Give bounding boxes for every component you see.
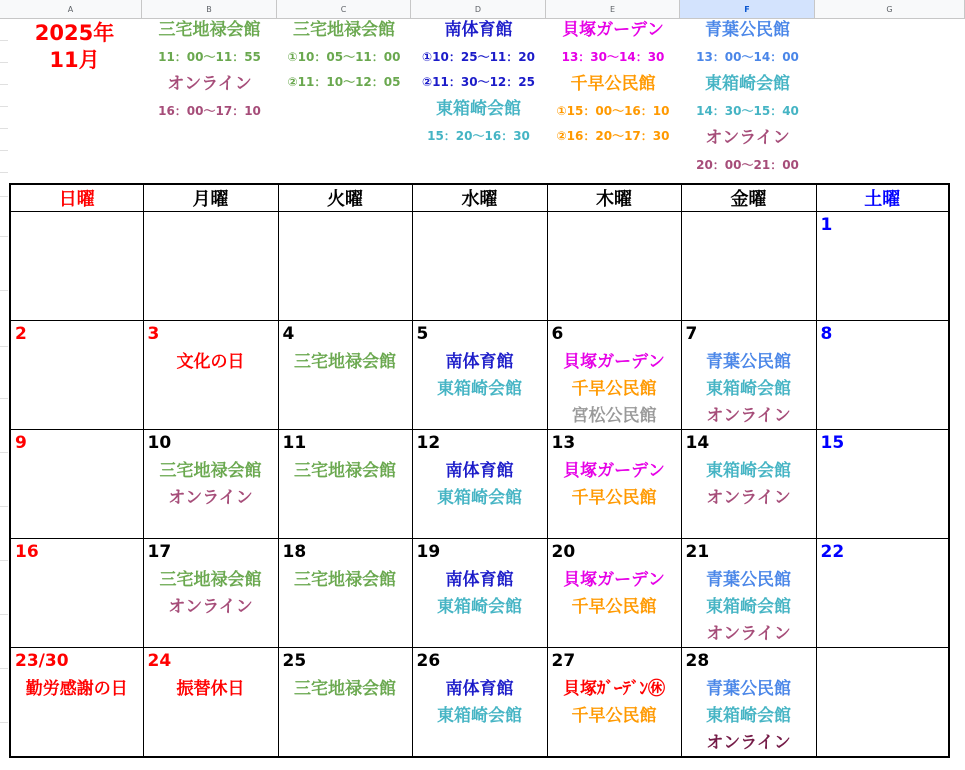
day-cell[interactable]: [10, 212, 143, 321]
day-number: 25: [282, 651, 307, 671]
event-label: 南体育館: [445, 352, 514, 372]
day-cell[interactable]: [816, 648, 949, 757]
event-list: [413, 458, 547, 512]
day-cell[interactable]: [816, 212, 949, 321]
event-list: [413, 349, 547, 403]
event-label: 東箱崎会館: [706, 379, 791, 399]
day-cell[interactable]: [412, 321, 547, 430]
weekday-header: 水曜: [412, 184, 547, 212]
day-cell[interactable]: [547, 212, 681, 321]
event-list: [548, 676, 681, 730]
event-label: 三宅地禄会館: [294, 679, 396, 699]
weekday-header: 火曜: [278, 184, 412, 212]
row-gridline: [0, 722, 8, 723]
day-number: 3: [147, 324, 160, 344]
event-list: [548, 567, 681, 621]
day-number: 9: [15, 433, 27, 453]
day-cell[interactable]: [412, 648, 547, 757]
row-gridline: [0, 196, 8, 197]
venue-name: 東箱崎会館: [436, 99, 521, 119]
row-gridline: [0, 128, 8, 129]
event-label: 文化の日: [176, 352, 245, 372]
event-label: オンライン: [706, 624, 791, 644]
event-list: [279, 458, 412, 485]
day-number: 2: [15, 324, 27, 344]
row-gridline: [0, 150, 8, 151]
day-cell[interactable]: [816, 430, 949, 539]
day-cell[interactable]: [547, 539, 681, 648]
event-list: [548, 458, 681, 512]
day-number: 8: [820, 324, 833, 344]
day-cell[interactable]: [681, 430, 816, 539]
calendar-table: [9, 183, 950, 758]
day-cell[interactable]: [681, 321, 816, 430]
venue-time: ②16：20〜17：30: [556, 129, 670, 143]
event-label: オンライン: [168, 488, 253, 508]
weekday-header: 金曜: [681, 184, 816, 212]
venue-name: 三宅地禄会館: [158, 20, 261, 40]
weekday-header: 木曜: [547, 184, 681, 212]
event-label: 三宅地禄会館: [294, 461, 396, 481]
day-number: 16: [15, 542, 39, 562]
week-row: [10, 648, 949, 757]
event-label: 千早公民館: [571, 488, 657, 508]
weekday-header: 月曜: [143, 184, 278, 212]
column-header-d[interactable]: D: [411, 0, 546, 18]
weekday-header-row: [10, 184, 949, 212]
venue-name: オンライン: [705, 128, 790, 148]
row-gridline: [0, 40, 8, 41]
row-gridline: [0, 614, 8, 615]
day-cell[interactable]: [143, 430, 278, 539]
column-header-b[interactable]: B: [142, 0, 277, 18]
event-label: 南体育館: [445, 461, 514, 481]
day-cell[interactable]: [412, 539, 547, 648]
week-row: [10, 539, 949, 648]
day-cell[interactable]: [547, 321, 681, 430]
venue-time: ①15：00〜16：10: [556, 104, 670, 118]
event-label: 南体育館: [445, 679, 514, 699]
day-number: 5: [416, 324, 429, 344]
row-gridline: [0, 106, 8, 107]
day-cell[interactable]: [681, 212, 816, 321]
event-label: 東箱崎会館: [437, 488, 522, 508]
day-number: 21: [685, 542, 710, 562]
row-gridline: [0, 506, 8, 507]
venue-time: ②11：10〜12：05: [287, 75, 401, 89]
day-number: 14: [685, 433, 710, 453]
event-label: 貝塚ガーデン: [563, 352, 665, 372]
event-label: 東箱崎会館: [706, 706, 791, 726]
event-label: 宮松公民館: [571, 406, 657, 426]
column-header-bar: [0, 0, 965, 19]
event-label: 東箱崎会館: [706, 597, 791, 617]
event-label: 三宅地禄会館: [159, 461, 262, 481]
event-list: [682, 676, 816, 757]
event-label: 千早公民館: [571, 597, 657, 617]
weekday-header: 土曜: [816, 184, 949, 212]
day-number: 17: [147, 542, 172, 562]
venue-time: 13：00〜14：00: [696, 50, 799, 64]
day-number: 13: [551, 433, 576, 453]
event-label: 南体育館: [445, 570, 514, 590]
day-number: 1: [820, 215, 833, 235]
row-gridline: [0, 346, 8, 347]
row-gridline: [0, 172, 8, 173]
venue-time: ①10：05〜11：00: [287, 50, 401, 64]
venue-time: 14：30〜15：40: [696, 104, 799, 118]
event-label: 勤労感謝の日: [25, 679, 128, 699]
day-cell[interactable]: [143, 212, 278, 321]
day-number: 24: [147, 651, 172, 671]
event-list: [279, 676, 412, 703]
day-number: 20: [551, 542, 576, 562]
week-row: [10, 212, 949, 321]
venue-name: 三宅地禄会館: [293, 20, 395, 40]
event-label: 三宅地禄会館: [294, 352, 396, 372]
day-cell[interactable]: [816, 321, 949, 430]
day-cell[interactable]: [816, 539, 949, 648]
column-header-c[interactable]: C: [277, 0, 411, 18]
venue-name: オンライン: [167, 74, 252, 94]
day-cell[interactable]: [10, 648, 143, 757]
event-label: 貝塚ガーデン: [563, 461, 665, 481]
venue-time: 20：00〜21：00: [696, 158, 799, 172]
day-cell[interactable]: [547, 430, 681, 539]
day-number: 7: [685, 324, 698, 344]
day-number: 28: [685, 651, 710, 671]
day-cell[interactable]: [681, 539, 816, 648]
day-cell[interactable]: [278, 430, 412, 539]
day-cell[interactable]: [143, 321, 278, 430]
event-list: [144, 349, 278, 376]
day-number: 4: [282, 324, 295, 344]
event-list: [682, 567, 816, 648]
event-list: [144, 458, 278, 512]
event-list: [682, 458, 816, 512]
day-number: 10: [147, 433, 172, 453]
event-label: オンライン: [706, 406, 791, 426]
event-list: [279, 349, 412, 376]
event-label: オンライン: [706, 733, 791, 753]
day-cell[interactable]: [143, 648, 278, 757]
event-label: オンライン: [168, 597, 253, 617]
day-number: 6: [551, 324, 564, 344]
column-header-e[interactable]: E: [546, 0, 680, 18]
day-cell[interactable]: [278, 648, 412, 757]
venue-name: 千早公民館: [570, 74, 656, 94]
venue-name: 青葉公民館: [705, 20, 790, 40]
event-list: [11, 676, 143, 703]
venue-name: 南体育館: [444, 20, 513, 40]
day-cell[interactable]: [10, 430, 143, 539]
day-cell[interactable]: [547, 648, 681, 757]
venue-time: 11：00〜11：55: [158, 50, 261, 64]
event-label: 振替休日: [176, 679, 245, 699]
day-cell[interactable]: [412, 212, 547, 321]
event-label: 東箱崎会館: [437, 706, 522, 726]
event-label: 貝塚ｶﾞｰﾃﾞﾝ㊡: [563, 679, 665, 699]
event-list: [548, 349, 681, 430]
calendar-month: 11月: [49, 48, 100, 72]
event-list: [413, 567, 547, 621]
venue-time: 16：00〜17：10: [158, 104, 261, 118]
day-cell[interactable]: [278, 321, 412, 430]
day-number: 11: [282, 433, 307, 453]
event-label: 青葉公民館: [706, 570, 791, 590]
day-number: 19: [416, 542, 441, 562]
event-label: オンライン: [706, 488, 791, 508]
venue-time: 15：20〜16：30: [427, 129, 530, 143]
day-number: 12: [416, 433, 441, 453]
event-label: 東箱崎会館: [437, 597, 522, 617]
calendar-year: 2025年: [34, 21, 115, 45]
column-header-f[interactable]: F: [680, 0, 815, 18]
row-gridline: [0, 84, 8, 85]
event-list: [144, 567, 278, 621]
event-label: 三宅地禄会館: [159, 570, 262, 590]
day-cell[interactable]: [278, 212, 412, 321]
row-gridline: [0, 236, 8, 237]
day-number: 27: [551, 651, 576, 671]
event-list: [682, 349, 816, 430]
weekday-header: 日曜: [10, 184, 143, 212]
event-label: 三宅地禄会館: [294, 570, 396, 590]
row-gridline: [0, 290, 8, 291]
day-number: 22: [820, 542, 845, 562]
venue-time: 13：30〜14：30: [561, 50, 665, 64]
venue-time: ②11：30〜12：25: [422, 75, 535, 89]
column-header-g[interactable]: G: [815, 0, 965, 18]
event-label: 青葉公民館: [706, 352, 791, 372]
day-cell[interactable]: [143, 539, 278, 648]
venue-name: 貝塚ガーデン: [562, 20, 664, 40]
event-label: 東箱崎会館: [437, 379, 522, 399]
event-list: [144, 676, 278, 703]
day-cell[interactable]: [278, 539, 412, 648]
event-list: [413, 676, 547, 730]
day-number: 23/30: [15, 651, 69, 671]
day-cell[interactable]: [10, 539, 143, 648]
row-gridline: [0, 668, 8, 669]
row-gridline: [0, 398, 8, 399]
day-number: 26: [416, 651, 441, 671]
event-list: [279, 567, 412, 594]
column-header-a[interactable]: A: [0, 0, 142, 18]
event-label: 青葉公民館: [706, 679, 791, 699]
day-number: 18: [282, 542, 307, 562]
event-label: 千早公民館: [571, 379, 657, 399]
event-label: 千早公民館: [571, 706, 657, 726]
venue-time: ①10：25〜11：20: [422, 50, 535, 64]
row-gridline: [0, 560, 8, 561]
day-cell[interactable]: [412, 430, 547, 539]
week-row: [10, 430, 949, 539]
day-number: 15: [820, 433, 845, 453]
event-label: 東箱崎会館: [706, 461, 791, 481]
day-cell[interactable]: [10, 321, 143, 430]
row-gridline: [0, 452, 8, 453]
week-row: [10, 321, 949, 430]
day-cell[interactable]: [681, 648, 816, 757]
row-gridline: [0, 62, 8, 63]
event-label: 貝塚ガーデン: [563, 570, 665, 590]
venue-name: 東箱崎会館: [705, 74, 790, 94]
